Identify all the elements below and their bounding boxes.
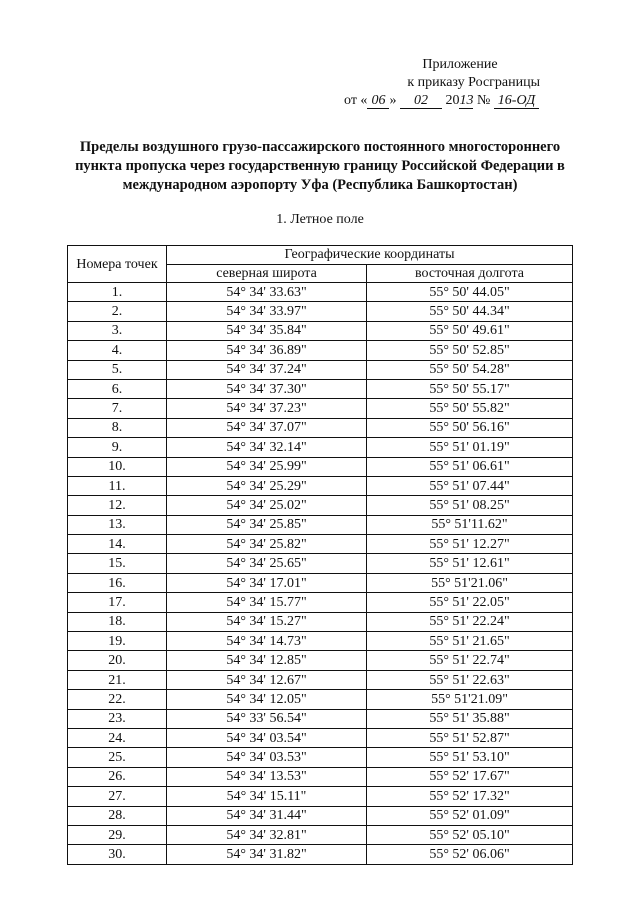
date-quote-close: » bbox=[389, 93, 397, 108]
longitude-cell: 55° 51' 53.10" bbox=[367, 748, 573, 767]
point-number-cell: 22. bbox=[68, 690, 167, 709]
table-row bbox=[68, 438, 573, 457]
table-row bbox=[68, 321, 573, 340]
point-number-cell: 16. bbox=[68, 573, 167, 592]
latitude-cell: 54° 34' 13.53" bbox=[167, 767, 367, 786]
latitude-cell: 54° 34' 25.85" bbox=[167, 515, 367, 534]
latitude-cell: 54° 34' 12.67" bbox=[167, 670, 367, 689]
point-number-cell: 29. bbox=[68, 825, 167, 844]
latitude-cell: 54° 34' 03.53" bbox=[167, 748, 367, 767]
coordinates-table bbox=[67, 245, 573, 865]
longitude-cell: 55° 51' 22.24" bbox=[367, 612, 573, 631]
table-row bbox=[68, 709, 573, 728]
latitude-cell: 54° 34' 37.07" bbox=[167, 418, 367, 437]
date-prefix: от « bbox=[344, 93, 368, 108]
point-number-cell: 27. bbox=[68, 787, 167, 806]
header-geo-coordinates: Географические координаты bbox=[167, 246, 573, 265]
table-row bbox=[68, 496, 573, 515]
point-number-cell: 6. bbox=[68, 379, 167, 398]
longitude-cell: 55° 50' 56.16" bbox=[367, 418, 573, 437]
point-number-cell: 24. bbox=[68, 728, 167, 747]
latitude-cell: 54° 34' 14.73" bbox=[167, 632, 367, 651]
table-row bbox=[68, 360, 573, 379]
latitude-cell: 54° 34' 32.81" bbox=[167, 825, 367, 844]
appendix-label: Приложение bbox=[422, 57, 498, 72]
latitude-cell: 54° 34' 31.82" bbox=[167, 845, 367, 864]
longitude-cell: 55° 51'21.06" bbox=[367, 573, 573, 592]
latitude-cell: 54° 34' 31.44" bbox=[167, 806, 367, 825]
point-number-cell: 7. bbox=[68, 399, 167, 418]
latitude-cell: 54° 34' 25.29" bbox=[167, 476, 367, 495]
table-row bbox=[68, 728, 573, 747]
document-title: Пределы воздушного грузо-пассажирского постоянного многостороннего пункта пропуска через государственную границу Российской Федерации в международном аэропорту Уфа (Республика Башкортостан) bbox=[75, 139, 565, 193]
header-east-longitude: восточная долгота bbox=[367, 265, 573, 283]
point-number-cell: 9. bbox=[68, 438, 167, 457]
table-row bbox=[68, 554, 573, 573]
table-row bbox=[68, 632, 573, 651]
point-number-cell: 26. bbox=[68, 767, 167, 786]
point-number-cell: 19. bbox=[68, 632, 167, 651]
point-number-cell: 8. bbox=[68, 418, 167, 437]
table-row bbox=[68, 748, 573, 767]
longitude-cell: 55° 51'21.09" bbox=[367, 690, 573, 709]
table-row bbox=[68, 825, 573, 844]
longitude-cell: 55° 50' 55.82" bbox=[367, 399, 573, 418]
order-number: 16-ОД bbox=[494, 93, 539, 109]
table-row bbox=[68, 535, 573, 554]
year-suffix: 13 bbox=[459, 93, 474, 108]
point-number-cell: 25. bbox=[68, 748, 167, 767]
longitude-cell: 55° 52' 17.32" bbox=[367, 787, 573, 806]
longitude-cell: 55° 51' 52.87" bbox=[367, 728, 573, 747]
point-number-cell: 23. bbox=[68, 709, 167, 728]
table-row bbox=[68, 457, 573, 476]
section-title: 1. Летное поле bbox=[276, 212, 364, 227]
point-number-cell: 10. bbox=[68, 457, 167, 476]
longitude-cell: 55° 51'11.62" bbox=[367, 515, 573, 534]
longitude-cell: 55° 52' 06.06" bbox=[367, 845, 573, 864]
point-number-cell: 15. bbox=[68, 554, 167, 573]
point-number-cell: 28. bbox=[68, 806, 167, 825]
longitude-cell: 55° 51' 22.63" bbox=[367, 670, 573, 689]
table-row bbox=[68, 787, 573, 806]
latitude-cell: 54° 34' 32.14" bbox=[167, 438, 367, 457]
table-row bbox=[68, 418, 573, 437]
latitude-cell: 54° 34' 36.89" bbox=[167, 341, 367, 360]
point-number-cell: 12. bbox=[68, 496, 167, 515]
point-number-cell: 18. bbox=[68, 612, 167, 631]
order-date-number bbox=[340, 92, 580, 110]
table-row bbox=[68, 670, 573, 689]
latitude-cell: 54° 34' 25.82" bbox=[167, 535, 367, 554]
point-number-cell: 20. bbox=[68, 651, 167, 670]
longitude-cell: 55° 52' 17.67" bbox=[367, 767, 573, 786]
point-number-cell: 13. bbox=[68, 515, 167, 534]
latitude-cell: 54° 34' 35.84" bbox=[167, 321, 367, 340]
latitude-cell: 54° 34' 25.65" bbox=[167, 554, 367, 573]
table-row bbox=[68, 651, 573, 670]
latitude-cell: 54° 34' 37.24" bbox=[167, 360, 367, 379]
longitude-cell: 55° 51' 01.19" bbox=[367, 438, 573, 457]
latitude-cell: 54° 34' 12.05" bbox=[167, 690, 367, 709]
point-number-cell: 17. bbox=[68, 593, 167, 612]
year-prefix: 20 bbox=[445, 93, 460, 108]
table-row bbox=[68, 379, 573, 398]
table-row bbox=[68, 845, 573, 864]
latitude-cell: 54° 34' 37.23" bbox=[167, 399, 367, 418]
point-number-cell: 11. bbox=[68, 476, 167, 495]
table-row bbox=[68, 476, 573, 495]
latitude-cell: 54° 34' 15.27" bbox=[167, 612, 367, 631]
point-number-cell: 3. bbox=[68, 321, 167, 340]
latitude-cell: 54° 34' 03.54" bbox=[167, 728, 367, 747]
latitude-cell: 54° 34' 15.77" bbox=[167, 593, 367, 612]
table-row bbox=[68, 767, 573, 786]
longitude-cell: 55° 51' 12.61" bbox=[367, 554, 573, 573]
longitude-cell: 55° 51' 22.74" bbox=[367, 651, 573, 670]
latitude-cell: 54° 34' 25.02" bbox=[167, 496, 367, 515]
table-row bbox=[68, 573, 573, 592]
point-number-cell: 5. bbox=[68, 360, 167, 379]
longitude-cell: 55° 50' 44.05" bbox=[367, 283, 573, 302]
longitude-cell: 55° 51' 22.05" bbox=[367, 593, 573, 612]
table-row bbox=[68, 341, 573, 360]
point-number-cell: 4. bbox=[68, 341, 167, 360]
longitude-cell: 55° 51' 08.25" bbox=[367, 496, 573, 515]
latitude-cell: 54° 34' 33.63" bbox=[167, 283, 367, 302]
table-row bbox=[68, 806, 573, 825]
longitude-cell: 55° 51' 35.88" bbox=[367, 709, 573, 728]
header-point-number: Номера точек bbox=[68, 246, 167, 283]
header-north-latitude: северная широта bbox=[167, 265, 367, 283]
latitude-cell: 54° 34' 17.01" bbox=[167, 573, 367, 592]
longitude-cell: 55° 50' 44.34" bbox=[367, 302, 573, 321]
point-number-cell: 14. bbox=[68, 535, 167, 554]
table-body bbox=[68, 283, 573, 865]
longitude-cell: 55° 51' 12.27" bbox=[367, 535, 573, 554]
order-day: 06 bbox=[367, 93, 389, 109]
longitude-cell: 55° 50' 49.61" bbox=[367, 321, 573, 340]
latitude-cell: 54° 34' 37.30" bbox=[167, 379, 367, 398]
table-row bbox=[68, 399, 573, 418]
latitude-cell: 54° 34' 33.97" bbox=[167, 302, 367, 321]
appendix-header bbox=[340, 56, 580, 110]
longitude-cell: 55° 51' 21.65" bbox=[367, 632, 573, 651]
latitude-cell: 54° 34' 15.11" bbox=[167, 787, 367, 806]
point-number-cell: 21. bbox=[68, 670, 167, 689]
longitude-cell: 55° 50' 52.85" bbox=[367, 341, 573, 360]
table-row bbox=[68, 302, 573, 321]
latitude-cell: 54° 33' 56.54" bbox=[167, 709, 367, 728]
table-row bbox=[68, 690, 573, 709]
longitude-cell: 55° 50' 55.17" bbox=[367, 379, 573, 398]
order-month: 02 bbox=[400, 93, 442, 109]
latitude-cell: 54° 34' 25.99" bbox=[167, 457, 367, 476]
point-number-cell: 2. bbox=[68, 302, 167, 321]
table-row bbox=[68, 612, 573, 631]
longitude-cell: 55° 52' 05.10" bbox=[367, 825, 573, 844]
longitude-cell: 55° 51' 07.44" bbox=[367, 476, 573, 495]
table-row bbox=[68, 515, 573, 534]
point-number-cell: 30. bbox=[68, 845, 167, 864]
table-row bbox=[68, 593, 573, 612]
longitude-cell: 55° 51' 06.61" bbox=[367, 457, 573, 476]
latitude-cell: 54° 34' 12.85" bbox=[167, 651, 367, 670]
longitude-cell: 55° 52' 01.09" bbox=[367, 806, 573, 825]
table-row bbox=[68, 283, 573, 302]
number-label: № bbox=[476, 93, 491, 108]
point-number-cell: 1. bbox=[68, 283, 167, 302]
order-reference: к приказу Росграницы bbox=[407, 75, 540, 90]
longitude-cell: 55° 50' 54.28" bbox=[367, 360, 573, 379]
